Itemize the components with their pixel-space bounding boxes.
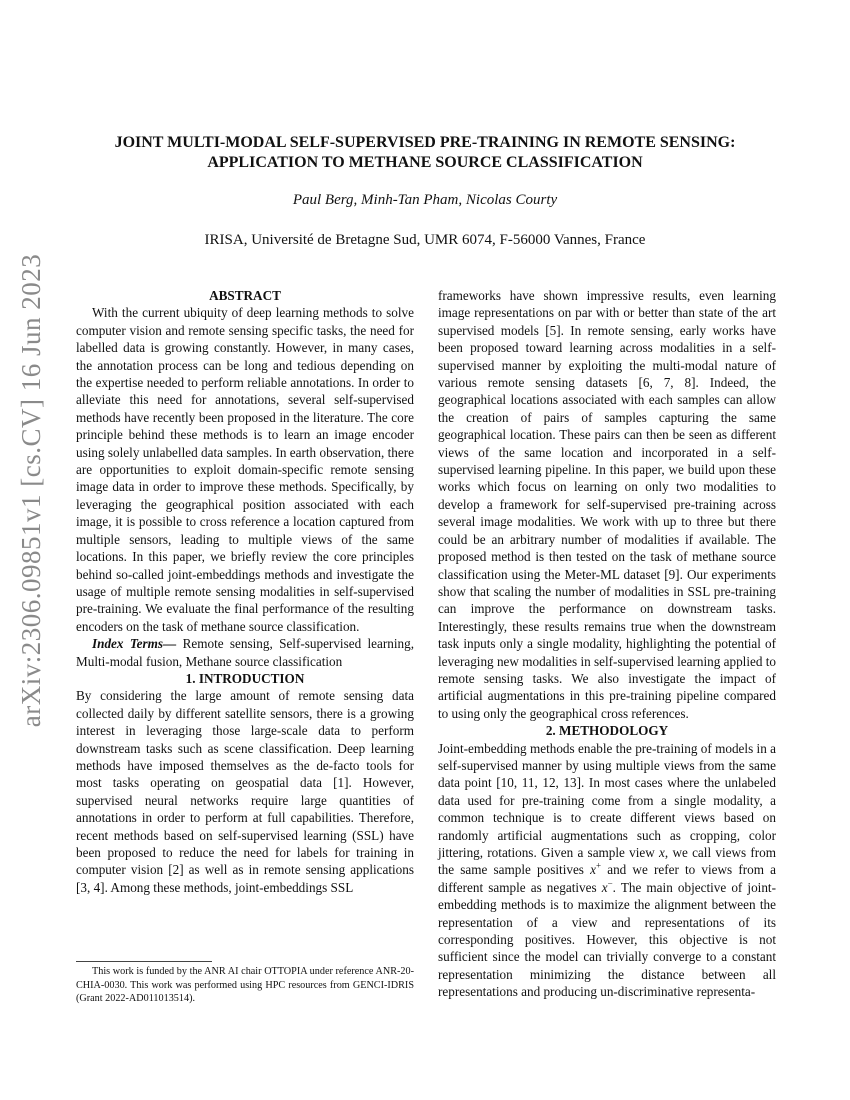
methodology-text-part-d: . The main objective of joint-embedding methods is to maximize the alignment between the representation of a view and representations of its corresponding positives. However, this objective is not sufficient since the model can trivially converge to a constant representation minimizing the distance between all representations and producing un-discriminative representa-	[438, 879, 776, 1000]
methodology-text-part-b: , we call views from the same sample positives	[438, 845, 776, 878]
abstract-text: With the current ubiquity of deep learning methods to solve computer vision and remote sensing specific tasks, the need for labelled data is growing constantly. However, in many cases, the annotation process can be long and tedious depending on the expertise needed to perform reliable annotations. In order to alleviate this need for annotations, several self-supervised methods have recently been proposed in the literature. The core principle behind these methods is to learn an image encoder using solely unlabelled data samples. In earth observation, there are opportunities to exploit domain-specific remote sensing image data in order to improve these methods. Specifically, by leveraging the geographical position associated with each image, it is possible to cross reference a location captured from multiple sensors, leading to multiple views of the same locations. In this paper, we briefly review the core principles behind so-called joint-embeddings methods and investigate the usage of multiple remote sensing modalities in self-supervised pre-training. We evaluate the final performance of the resulting encoders on the task of methane source classification.	[76, 305, 414, 634]
methodology-heading: 2. METHODOLOGY	[545, 723, 669, 739]
author-list: Paul Berg, Minh-Tan Pham, Nicolas Courty	[292, 192, 558, 208]
methodology-text-part-c: and we refer to views from a different sample as negatives	[438, 862, 777, 895]
title-line-2: APPLICATION TO METHANE SOURCE CLASSIFICATION	[207, 154, 643, 171]
arxiv-identifier-text: arXiv:2306.09851v1 [cs.CV] 16 Jun 2023	[16, 253, 47, 727]
superscript-minus: −	[607, 878, 613, 889]
methodology-text	[438, 740, 776, 1001]
paper-title	[60, 133, 790, 173]
left-column	[76, 287, 414, 896]
right-column	[438, 287, 776, 1001]
affiliation: IRISA, Université de Bretagne Sud, UMR 6074, F-56000 Vannes, France	[204, 232, 646, 248]
footnote-rule	[76, 961, 212, 962]
introduction-continued-text: frameworks have shown impressive results, even learning image representations on par with or better than state of the art supervised models [5]. In remote sensing, early works have been proposed toward learning across modalities in a self-supervised manner by exploiting the multi-modal nature of various remote sensing datasets [6, 7, 8]. Indeed, the geographical locations associated with each samples can allow the creation of pairs of samples capturing the same geographical location. These pairs can then be seen as different views of the same location and incorporated in a self-supervised learning pipeline. In this paper, we build upon these works which focus on learning on only two modalities to develop a framework for self-supervised pre-training across several image modalities. We work with up to three but there could be an arbitrary number of modalities if available. The proposed method is then tested on the task of methane source classification using the Meter-ML dataset [9]. Our experiments show that scaling the number of modalities in SSL pre-training can improve the performance on downstream tasks. Interestingly, these results remains true when the downstream task inputs only a single modality, highlighting the potential of leveraging new modalities in self-supervised learning applied to remote sensing tasks. We also investigate the impact of artificial augmentations in this pre-training pipeline compared to using only the geographical cross references.	[438, 288, 777, 721]
index-terms-label: Index Terms—	[92, 636, 177, 652]
math-variable-x-positive: x	[590, 862, 596, 878]
methodology-text-part-a: Joint-embedding methods enable the pre-training of models in a self-supervised manner by using multiple views from the same data point [10, 11, 12, 13]. In most cases where the unlabeled data used for pre-training come from a single modality, a common technique is to create different views based on randomly artificial augmentations such as cropping, color jittering, rotations. Given a sample view	[438, 740, 776, 860]
math-variable-x-negative: x	[601, 879, 608, 895]
arxiv-identifier-stamp	[8, 253, 56, 727]
superscript-plus: +	[595, 861, 602, 872]
math-variable-x: x	[659, 845, 665, 860]
introduction-text: By considering the large amount of remote sensing data collected daily by different satellite sensors, there is a growing interest in leveraging those large-scale data to perform downstream tasks such as scene classification. Deep learning methods have imposed themselves as the de-facto tools for most tasks operating on geospatial data [1]. However, supervised neural networks require large quantities of annotations in order to perform at full capabilities. Therefore, recent methods based on self-supervised learning (SSL) have been proposed to reduce the need for labels for training in computer vision [2] as well as in remote sensing applications [3, 4]. Among these methods, joint-embeddings SSL	[76, 688, 414, 895]
index-terms-text: Remote sensing, Self-supervised learning, Multi-modal fusion, Methane source classification	[76, 636, 414, 669]
index-terms	[76, 635, 414, 670]
abstract-heading: ABSTRACT	[209, 288, 281, 303]
funding-footnote: This work is funded by the ANR AI chair OTTOPIA under reference ANR-20-CHIA-0030. This work was performed using HPC resources from GENCI-IDRIS (Grant 2022-AD011013514).	[76, 966, 414, 1005]
title-line-1: JOINT MULTI-MODAL SELF-SUPERVISED PRE-TRAINING IN REMOTE SENSING:	[114, 134, 736, 151]
introduction-heading: 1. INTRODUCTION	[185, 670, 305, 686]
